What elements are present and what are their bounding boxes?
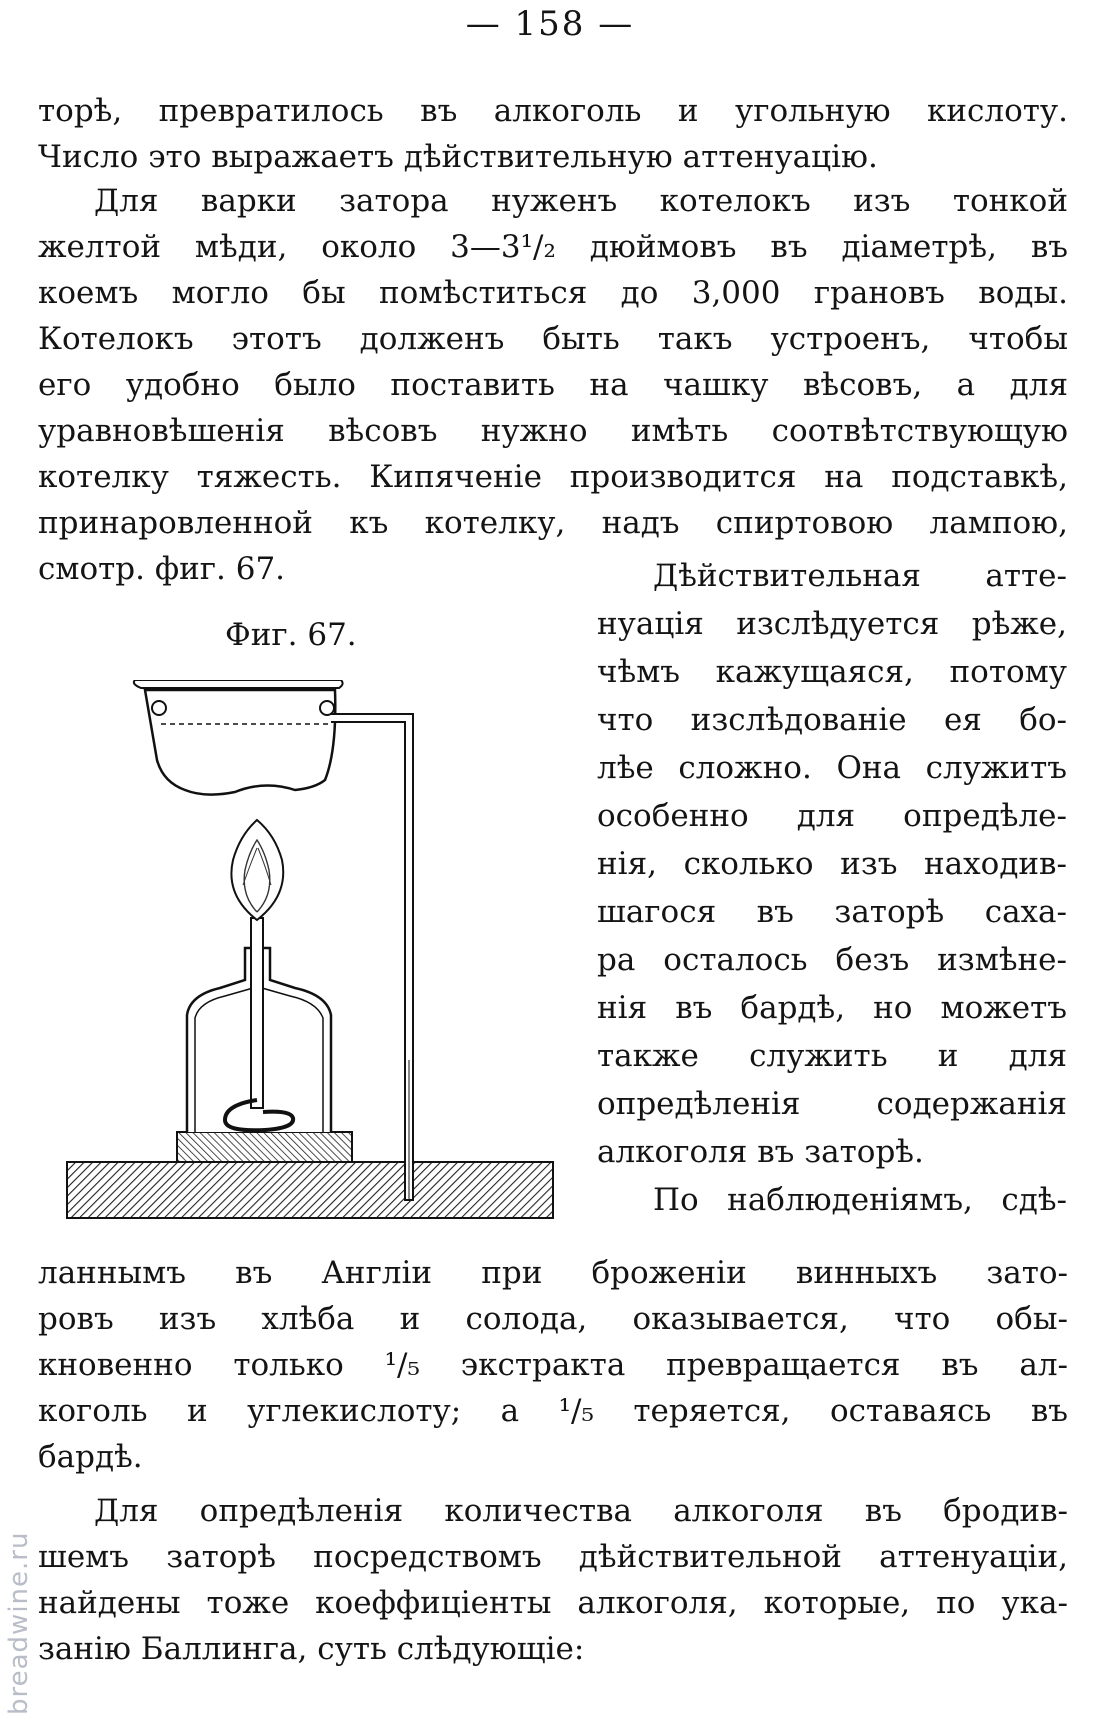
kettle-rim (134, 680, 343, 688)
text-line: По наблюденіямъ, сдѣ- (653, 1182, 1067, 1218)
text-line: Число это выражаетъ дѣйствительную аттенуацію. (38, 139, 878, 175)
text-line: бардѣ. (38, 1439, 143, 1475)
text-line: желтой мѣди, около 3—3¹/₂ дюймовъ въ діаметрѣ, въ (38, 229, 1068, 265)
text-line: его удобно было поставить на чашку вѣсовъ, а для (38, 367, 1068, 403)
text-line: лѣе сложно. Она служитъ (597, 750, 1067, 786)
text-line: ланнымъ въ Англіи при броженіи винныхъ зато- (38, 1255, 1068, 1291)
text-line: ровъ изъ хлѣба и солода, оказывается, что обы- (38, 1301, 1068, 1337)
base-block (67, 1162, 553, 1218)
text-line: нія въ бардѣ, но можетъ (597, 990, 1067, 1026)
text-line: Котелокъ этотъ долженъ быть такъ устроенъ, чтобы (38, 321, 1068, 357)
text-line: шагося въ заторѣ саха- (597, 894, 1067, 930)
site-watermark: breadwine.ru (4, 1531, 34, 1715)
page-number: — 158 — (465, 4, 635, 44)
paragraph-4 (38, 1488, 1068, 1672)
text-line: также служить и для (597, 1038, 1067, 1074)
paragraph-2 (38, 178, 1068, 592)
text-line: алкоголя въ заторѣ. (597, 1134, 924, 1170)
lamp-stand (177, 1132, 352, 1162)
figure-67-illustration (65, 680, 555, 1220)
text-line: ра осталось безъ измѣне- (597, 942, 1067, 978)
text-line: чѣмъ кажущаяся, потому (597, 654, 1067, 690)
figure-caption: Фиг. 67. (225, 617, 357, 653)
text-line: Для варки затора нуженъ котелокъ изъ тонкой (94, 183, 1068, 219)
text-line: шемъ заторѣ посредствомъ дѣйствительной аттенуаціи, (38, 1539, 1068, 1575)
text-line: уравновѣшенія вѣсовъ нужно имѣть соотвѣтствующую (38, 413, 1068, 449)
side-column-text (597, 552, 1067, 1224)
paragraph-3 (38, 1250, 1068, 1480)
text-line: занію Баллинга, суть слѣдующіе: (38, 1631, 585, 1667)
text-line: найдены тоже коеффиціенты алкоголя, которые, по ука- (38, 1585, 1068, 1621)
text-line: Дѣйствительная атте- (653, 558, 1067, 594)
text-line: что изслѣдованіе ея бо- (597, 702, 1067, 738)
paragraph-1 (38, 88, 1068, 180)
text-line: торѣ, превратилось въ алкоголь и угольную кислоту. (38, 93, 1068, 129)
text-line: опредѣленія содержанія (597, 1086, 1067, 1122)
text-line: коголь и углекислоту; а ¹/₅ теряется, оставаясь въ (38, 1393, 1068, 1429)
text-line: принаровленной къ котелку, надъ спиртовою лампою, (38, 505, 1068, 541)
text-line: коемъ могло бы помѣститься до 3,000 грановъ воды. (38, 275, 1068, 311)
support-rod (331, 714, 413, 1200)
flame (231, 820, 283, 920)
wick-tube (251, 918, 263, 1108)
text-line: Для опредѣленія количества алкоголя въ бродив- (94, 1493, 1068, 1529)
text-line: кновенно только ¹/₅ экстракта превращается въ ал- (38, 1347, 1068, 1383)
text-line: особенно для опредѣле- (597, 798, 1067, 834)
kettle (145, 690, 335, 795)
text-line: смотр. фиг. 67. (38, 551, 286, 587)
text-line: нуація изслѣдуется рѣже, (597, 606, 1067, 642)
text-line: нія, сколько изъ находив- (597, 846, 1067, 882)
text-line: котелку тяжесть. Кипяченіе производится на подставкѣ, (38, 459, 1068, 495)
